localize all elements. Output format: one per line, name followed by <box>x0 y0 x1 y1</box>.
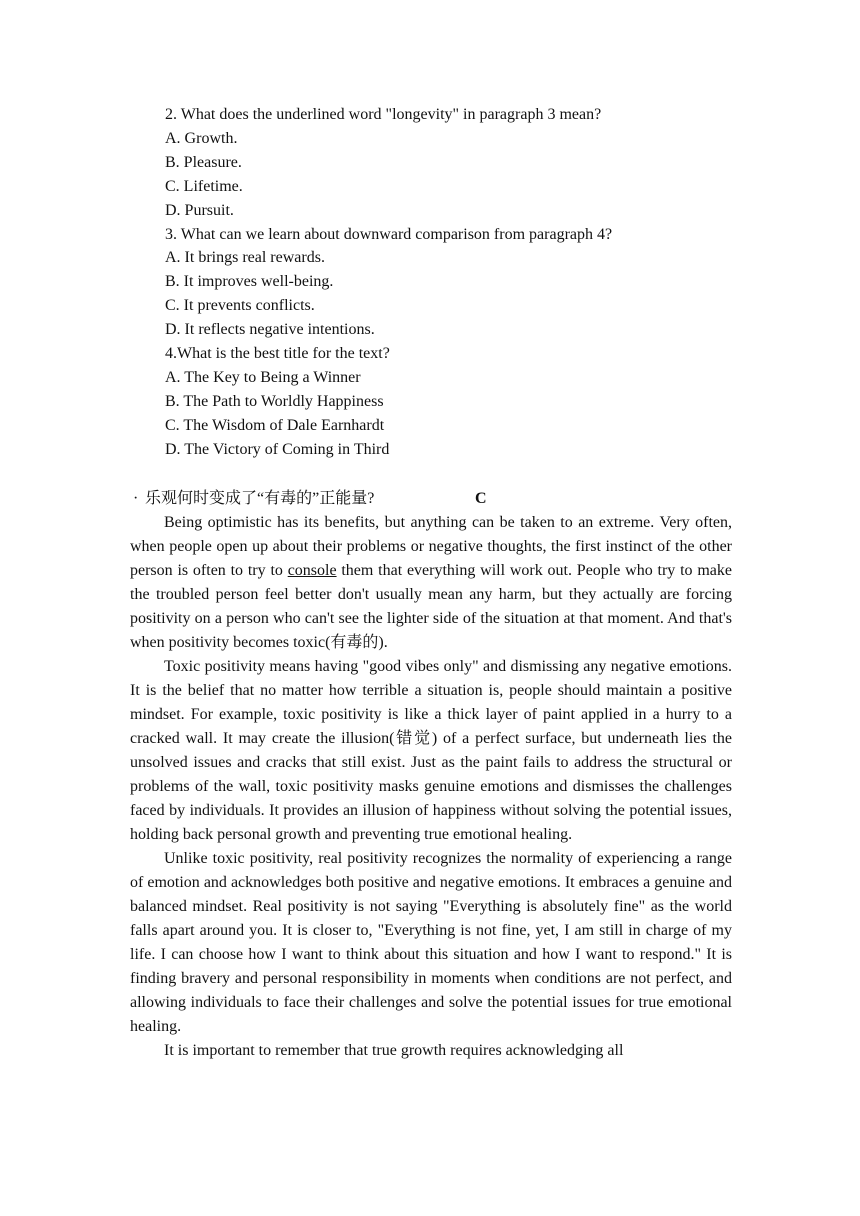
question-4 <box>165 342 745 462</box>
underlined-word: console <box>287 562 337 579</box>
option-a: A. It brings real rewards. <box>165 249 325 267</box>
option-d: D. Pursuit. <box>165 201 234 219</box>
question-list <box>165 103 745 462</box>
paragraph-text: Being optimistic has its benefits, but anything can be taken to an extreme. Very often, when people open up about their problems or negative thoughts, the first instinct of the other person is often to try to <box>130 514 732 579</box>
option-d: D. It reflects negative intentions. <box>165 321 375 339</box>
paragraph-1 <box>130 511 732 655</box>
bullet-icon: · <box>133 490 139 507</box>
question-stem: 2. What does the underlined word "longevity" in paragraph 3 mean? <box>165 106 602 123</box>
option-d: D. The Victory of Coming in Third <box>165 440 390 458</box>
option-b: B. Pleasure. <box>165 153 242 171</box>
option-a: A. The Key to Being a Winner <box>165 368 361 386</box>
section-heading <box>133 487 733 511</box>
paragraph-4: It is important to remember that true growth requires acknowledging all <box>164 1042 624 1059</box>
option-a: A. Growth. <box>165 129 238 147</box>
question-3 <box>165 223 745 343</box>
question-2 <box>165 103 745 223</box>
paragraph-2: Toxic positivity means having "good vibes only" and dismissing any negative emotions. It is the belief that no matter how terrible a situation is, people should maintain a positive mindset. For example, toxic positivity is like a thick layer of paint applied in a hurry to a cracked wall. It may create the illusion(错觉) of a perfect surface, but underneath lies the unsolved issues and cracks that still exist. Just as the paint fails to address the structural or problems of the wall, toxic positivity masks genuine emotions and dismisses the challenges faced by individuals. It provides an illusion of happiness without solving the potential issues, holding back personal growth and preventing true emotional healing. <box>130 658 732 843</box>
option-c: C. It prevents conflicts. <box>165 297 315 315</box>
paragraph-text: them that everything will work out. People who try to make the troubled person feel better don't usually mean any harm, but they actually are forcing positivity on a person who can't see the lighter side of the situation at that moment. And that's when positivity becomes toxic(有毒的). <box>130 562 732 651</box>
option-c: C. The Wisdom of Dale Earnhardt <box>165 416 385 434</box>
question-stem: 4.What is the best title for the text? <box>165 345 390 363</box>
option-b: B. It improves well-being. <box>165 273 334 291</box>
option-c: C. Lifetime. <box>165 177 243 195</box>
option-b: B. The Path to Worldly Happiness <box>165 392 384 410</box>
section-letter: C <box>475 490 487 507</box>
section-title: 乐观何时变成了“有毒的”正能量? <box>145 490 375 507</box>
question-stem: 3. What can we learn about downward comparison from paragraph 4? <box>165 225 613 243</box>
paragraph-3: Unlike toxic positivity, real positivity recognizes the normality of experiencing a range of emotion and acknowledges both positive and negative emotions. It embraces a genuine and balanced mindset. Real positivity is not saying "Everything is absolutely fine" as the world falls apart around you. It is closer to, "Everything is not fine, yet, I am still in charge of my life. I can choose how I want to think about this situation and how I want to respond." It is finding bravery and personal responsibility in moments when conditions are not perfect, and allowing individuals to face their challenges and solve the potential issues for true emotional healing. <box>130 850 732 1035</box>
reading-passage <box>130 511 732 1063</box>
